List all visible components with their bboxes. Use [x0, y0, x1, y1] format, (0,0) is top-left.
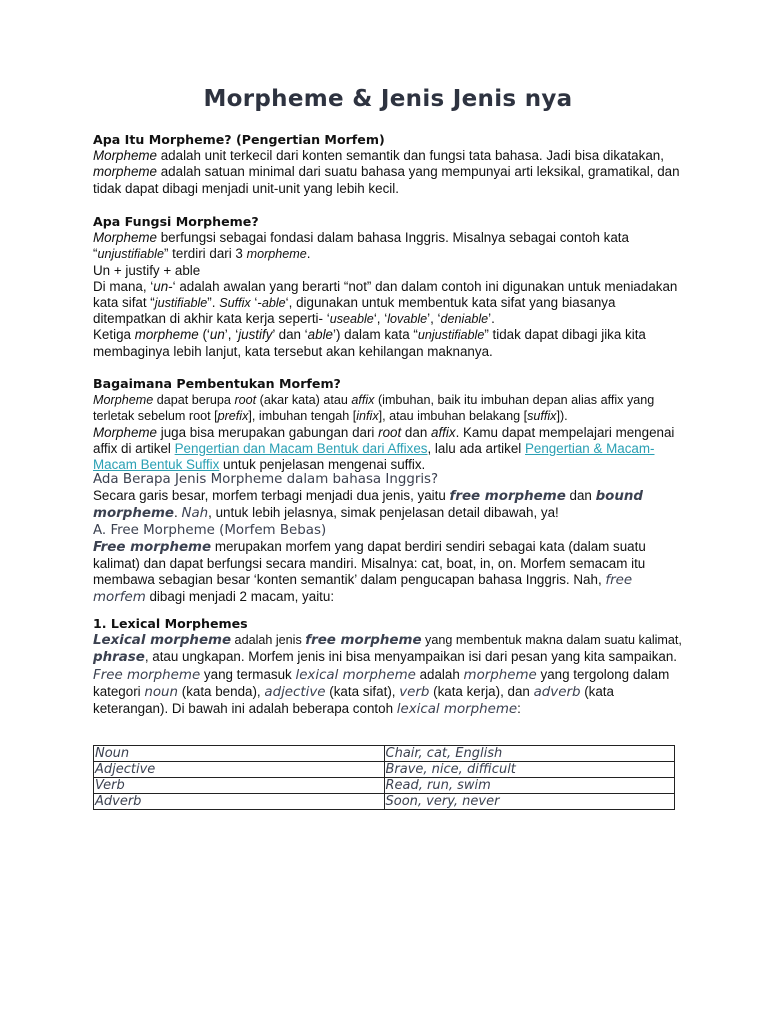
link-suffix[interactable]: Pengertian & Macam-Macam Bentuk Suffix	[93, 440, 655, 473]
table-cell-examples: Chair, cat, English	[384, 746, 675, 762]
section-heading: Bagaimana Pembentukan Morfem?	[93, 376, 341, 391]
section-heading: 1. Lexical Morphemes	[93, 616, 248, 631]
table-cell-category: Adverb	[94, 794, 385, 810]
table-row	[94, 778, 675, 794]
subsection-heading: A. Free Morpheme (Morfem Bebas)	[93, 522, 327, 538]
section-heading: Apa Fungsi Morpheme?	[93, 214, 259, 229]
paragraph: Di mana, ‘un-‘ adalah awalan yang berarti “not” dan dalam contoh ini digunakan untuk meniadakan kata sifat “justifiable”. Suffix ‘-able‘, digunakan untuk membentuk kata sifat yang biasanya ditempatkan di akhir kata kerja seperti- ‘useable‘, ‘lovable’, ‘deniable’.	[93, 278, 678, 327]
table-cell-category: Verb	[94, 778, 385, 794]
section-heading: Apa Itu Morpheme? (Pengertian Morfem)	[93, 132, 385, 147]
table-row	[94, 794, 675, 810]
paragraph: Morpheme juga bisa merupakan gabungan dari root dan affix. Kamu dapat mempelajari mengenai affix di artikel Pengertian dan Macam Bentuk dari Affixes, lalu ada artikel Pengertian & Macam-Macam Bentuk Suffix untuk penjelasan mengenai suffix.	[93, 424, 675, 473]
section-pembentukan	[93, 376, 683, 473]
paragraph: Morpheme berfungsi sebagai fondasi dalam bahasa Inggris. Misalnya sebagai contoh kata “unjustifiable” terdiri dari 3 morpheme.	[93, 230, 629, 262]
formula: Un + justify + able	[93, 262, 201, 278]
paragraph: Morpheme dapat berupa root (akar kata) atau affix (imbuhan, baik itu imbuhan depan alias affix yang terletak sebelum root [prefix], imbuhan tengah [infix], atau imbuhan belakang [suffix]).	[93, 393, 655, 424]
link-affixes[interactable]: Pengertian dan Macam Bentuk dari Affixes	[174, 440, 428, 456]
table-row	[94, 746, 675, 762]
section-pengertian	[93, 132, 683, 197]
section-jenis	[93, 472, 683, 607]
paragraph: Ketiga morpheme (‘un’, ‘justify’ dan ‘able’) dalam kata “unjustifiable” tidak dapat dibagi jika kita membaginya lebih lanjut, kata tersebut akan kehilangan maknanya.	[93, 327, 646, 359]
section-fungsi	[93, 214, 683, 360]
paragraph: Secara garis besar, morfem terbagi menjadi dua jenis, yaitu free morpheme dan bound morpheme. Nah, untuk lebih jelasnya, simak penjelasan detail dibawah, ya!	[93, 488, 644, 522]
table-cell-category: Adjective	[94, 762, 385, 778]
table-cell-examples: Soon, very, never	[384, 794, 675, 810]
table-cell-examples: Brave, nice, difficult	[384, 762, 675, 778]
page-title: Morpheme & Jenis Jenis nya	[203, 86, 573, 112]
table-cell-category: Noun	[94, 746, 385, 762]
section-lexical	[93, 616, 683, 718]
paragraph: Free morpheme merupakan morfem yang dapat berdiri sendiri sebagai kata (dalam suatu kalimat) dan dapat berfungsi secara mandiri. Misalnya: cat, boat, in, on. Morfem semacam itu membawa sebagian besar ‘konten semantik’ dalam pengucapan bahasa Inggris. Nah, free morfem dibagi menjadi 2 macam, yaitu:	[93, 538, 646, 606]
table-row	[94, 762, 675, 778]
paragraph: Morpheme adalah unit terkecil dari konten semantik dan fungsi tata bahasa. Jadi bisa dikatakan, morpheme adalah satuan minimal dari suatu bahasa yang mempunyai arti leksikal, gramatikal, dan tidak dapat dibagi menjadi unit-unit yang lebih kecil.	[93, 148, 680, 196]
paragraph: Lexical morpheme adalah jenis free morpheme yang membentuk makna dalam suatu kalimat, phrase, atau ungkapan. Morfem jenis ini bisa menyampaikan isi dari pesan yang kita sampaikan.	[93, 633, 682, 666]
lexical-morpheme-table	[93, 745, 675, 810]
section-heading: Ada Berapa Jenis Morpheme dalam bahasa Inggris?	[93, 472, 439, 487]
paragraph: Free morpheme yang termasuk lexical morpheme adalah morpheme yang tergolong dalam kategori noun (kata benda), adjective (kata sifat), verb (kata kerja), dan adverb (kata keterangan). Di bawah ini adalah beberapa contoh lexical morpheme:	[93, 666, 670, 718]
table-cell-examples: Read, run, swim	[384, 778, 675, 794]
